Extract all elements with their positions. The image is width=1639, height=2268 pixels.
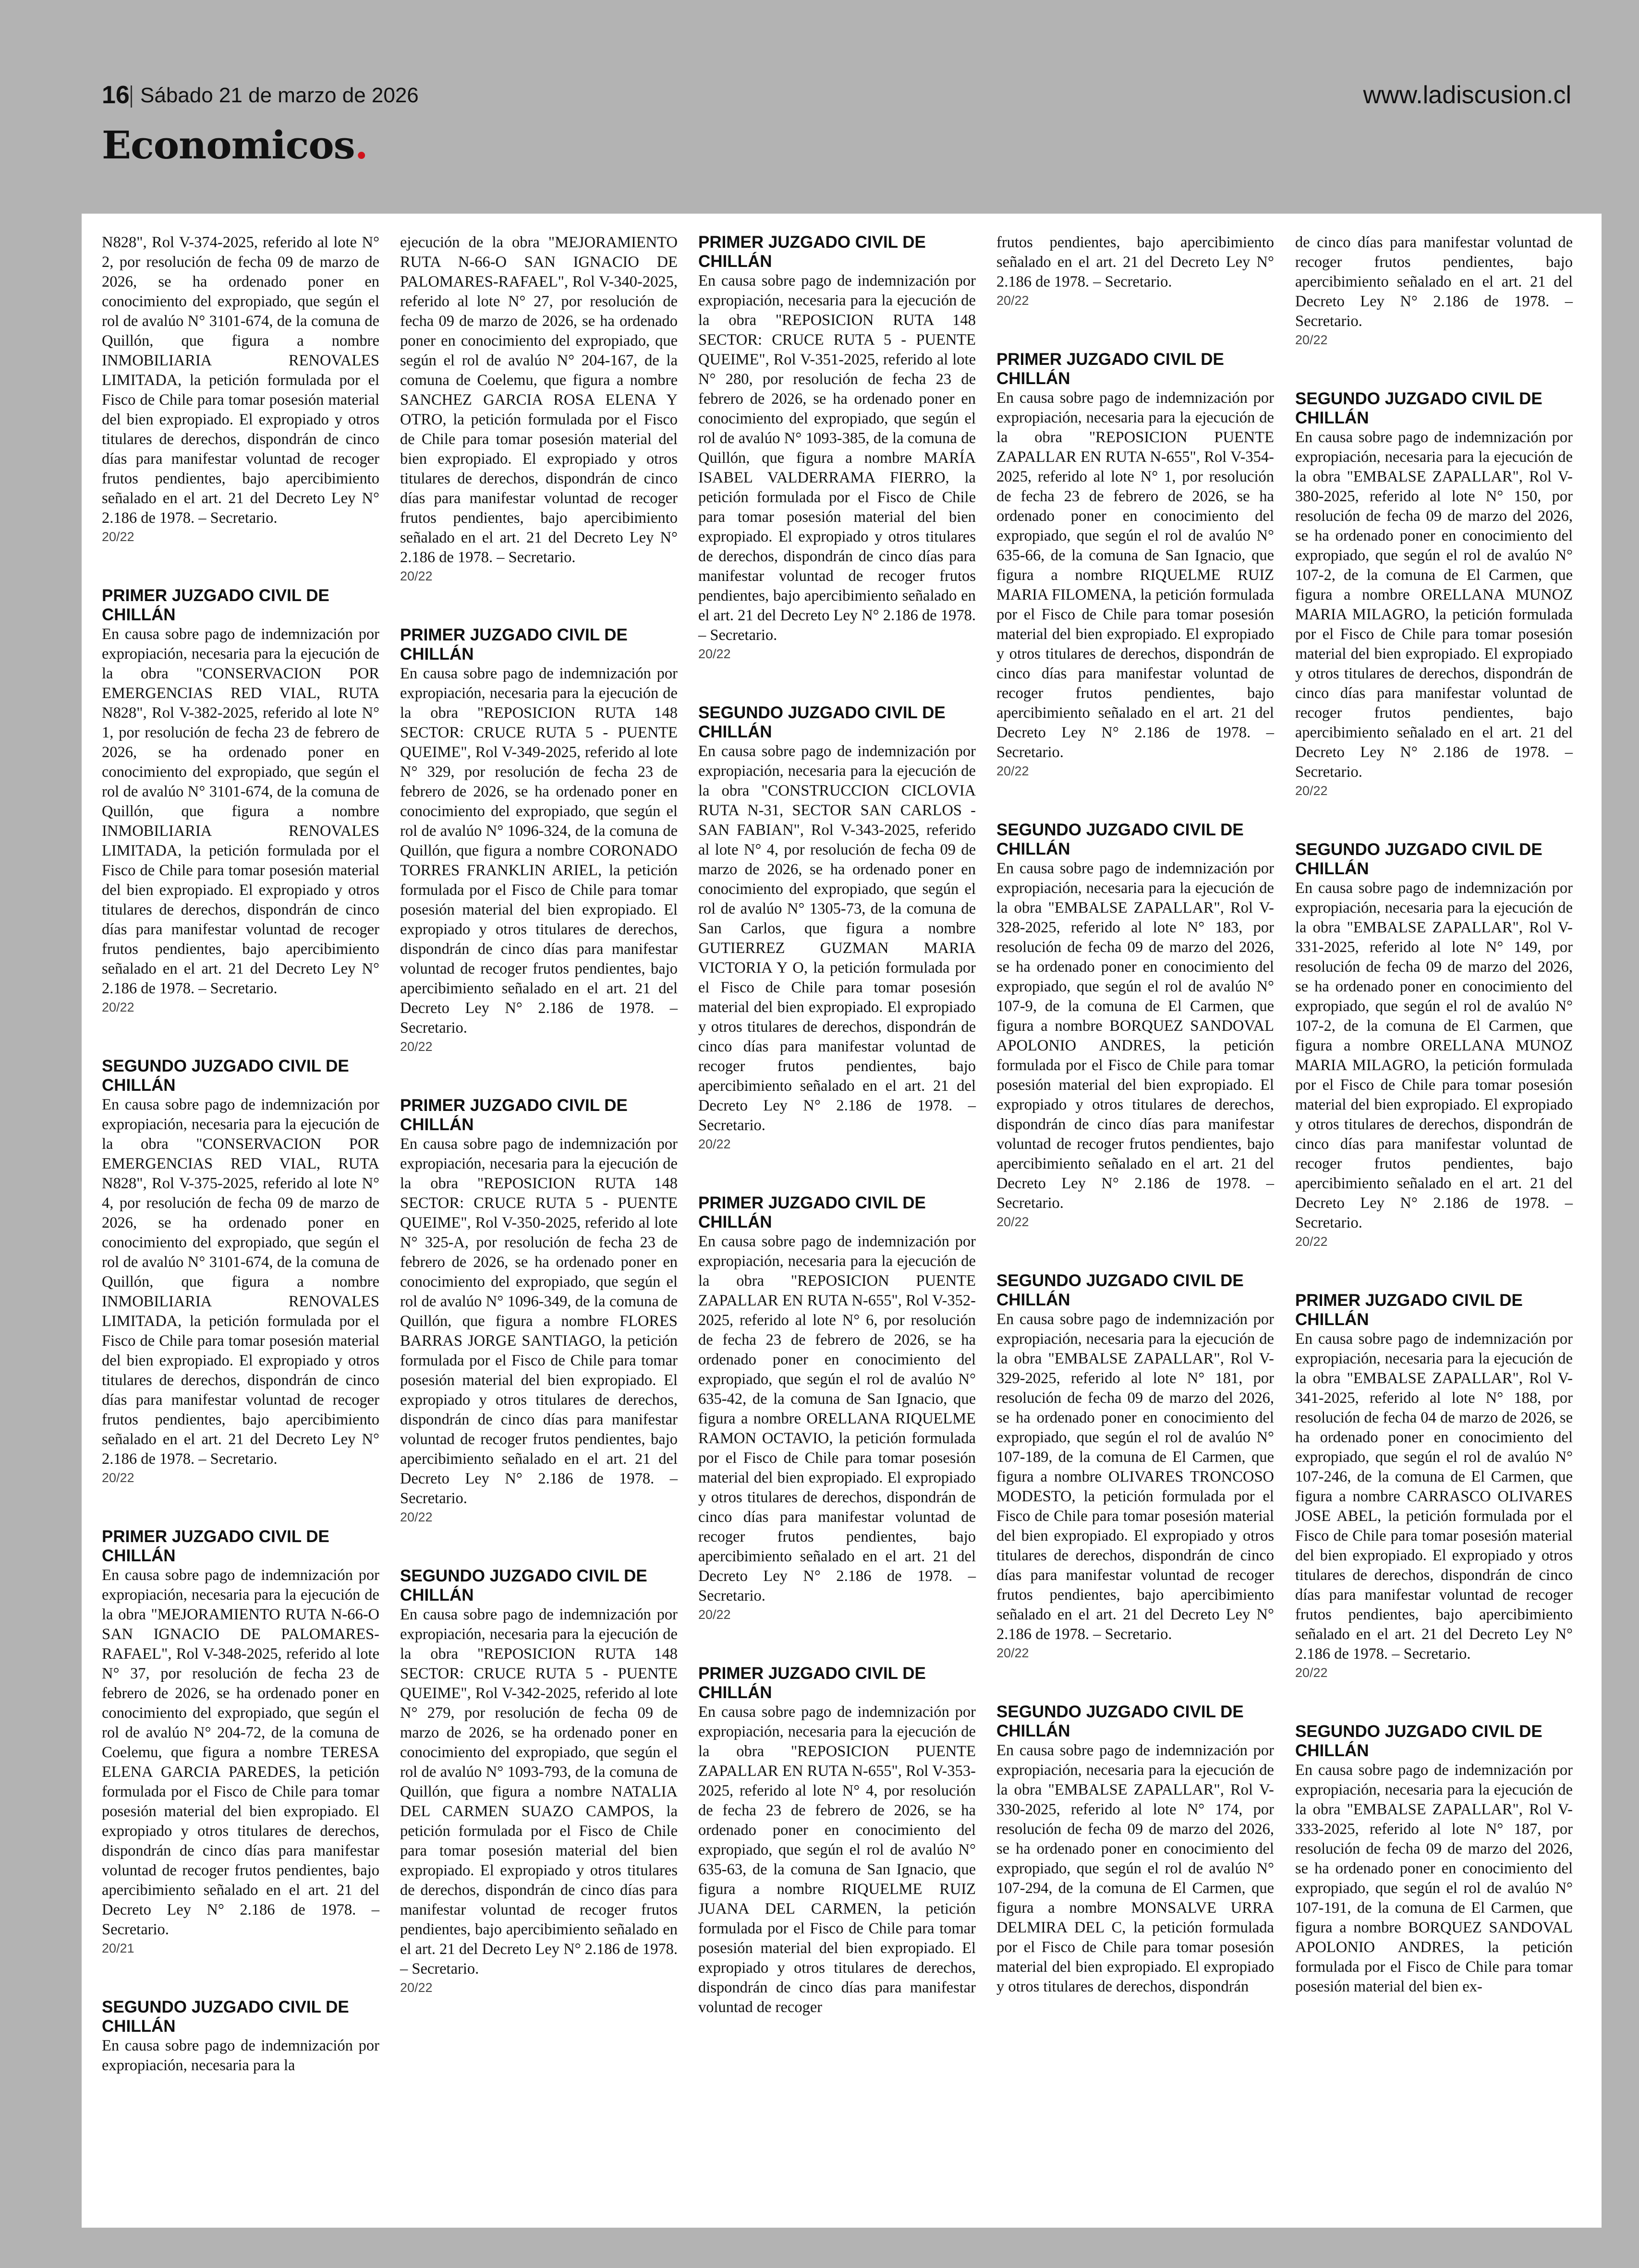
legal-notice (996, 1271, 1274, 1662)
notice-court: SEGUNDO JUZGADO CIVIL DE CHILLÁN (102, 1057, 349, 1095)
section-title-dot: . (354, 122, 368, 168)
notice-code: 20/22 (102, 530, 134, 544)
notice-code: 20/22 (400, 1039, 433, 1054)
notice-code: 20/22 (1295, 1234, 1328, 1249)
notice-court: PRIMER JUZGADO CIVIL DE CHILLÁN (102, 586, 329, 624)
column-4 (996, 233, 1274, 2038)
notice-body: En causa sobre pago de indemnización por expropiación, necesaria para la (102, 2037, 379, 2074)
notice-body: En causa sobre pago de indemnización por expropiación, necesaria para la ejecución de la obra "EMBALSE ZAPALLAR", Rol V-329-2025, referido al lote N° 181, por resolución de fecha 09 de marzo del 2026, se ha ordenado poner en conocimiento del expropiado, que según el rol de avalúo N° 107-189, de la comuna de El Carmen, que figura a nombre OLIVARES TRONCOSO MODESTO, la petición formulada por el Fisco de Chile para tomar posesión material del bien expropiado. El expropiado y otros titulares de derechos, dispondrán de cinco días para manifestar voluntad de recoger frutos pendientes, bajo apercibimiento señalado en el art. 21 del Decreto Ley N° 2.186 de 1978. – Secretario. (996, 1311, 1274, 1643)
notice-code: 20/21 (102, 1941, 134, 1955)
notice-body: de cinco días para manifestar voluntad de recoger frutos pendientes, bajo apercibimiento señalado en el art. 21 del Decreto Ley N° 2.186 de 1978. – Secretario. (1295, 234, 1573, 330)
column-3 (698, 233, 976, 2058)
notice-code: 20/22 (698, 1607, 731, 1622)
page-header (102, 77, 1571, 120)
notice-body: En causa sobre pago de indemnización por expropiación, necesaria para la ejecución de la obra "CONSTRUCCION CICLOVIA RUTA N-31, SECTOR SAN CARLOS - SAN FABIAN", Rol V-343-2025, referido al lote N° 4, por resolución de fecha 09 de marzo de 2026, se ha ordenado poner en conocimiento del expropiado, que según el rol de avalúo N° 1305-73, de la comuna de San Carlos, que figura a nombre GUTIERREZ GUZMAN MARIA VICTORIA Y O, la petición formulada por el Fisco de Chile para tomar posesión material del bien expropiado. El expropiado y otros titulares de derechos, dispondrán de cinco días para manifestar voluntad de recoger frutos pendientes, bajo apercibimiento señalado en el art. 21 del Decreto Ley N° 2.186 de 1978. – Secretario. (698, 743, 976, 1134)
notice-court: SEGUNDO JUZGADO CIVIL DE CHILLÁN (996, 820, 1244, 858)
notice-court: SEGUNDO JUZGADO CIVIL DE CHILLÁN (698, 703, 946, 741)
notice-body: En causa sobre pago de indemnización por expropiación, necesaria para la ejecución de la obra "EMBALSE ZAPALLAR", Rol V-331-2025, referido al lote N° 149, por resolución de fecha 09 de marzo del 2026, se ha ordenado poner en conocimiento del expropiado, que según el rol de avalúo N° 107-2, de la comuna de El Carmen, que figura a nombre ORELLANA MUNOZ MARIA MILAGRO, la petición formulada por el Fisco de Chile para tomar posesión material del bien expropiado. El expropiado y otros titulares de derechos, dispondrán de cinco días para manifestar voluntad de recoger frutos pendientes, bajo apercibimiento señalado en el art. 21 del Decreto Ley N° 2.186 de 1978. – Secretario. (1295, 880, 1573, 1231)
legal-notice (996, 350, 1274, 780)
notice-court: SEGUNDO JUZGADO CIVIL DE CHILLÁN (996, 1702, 1244, 1740)
notice-court: SEGUNDO JUZGADO CIVIL DE CHILLÁN (102, 1998, 349, 2036)
legal-notice (698, 233, 976, 663)
notice-code: 20/22 (996, 1646, 1029, 1660)
notice-body: En causa sobre pago de indemnización por expropiación, necesaria para la ejecución de la obra "REPOSICION PUENTE ZAPALLAR EN RUTA N-655", Rol V-353-2025, referido al lote N° 4, por resolución de fecha 23 de febrero de 2026, se ha ordenado poner en conocimiento del expropiado, que según el rol de avalúo N° 635-63, de la comuna de San Ignacio, que figura a nombre RIQUELME RUIZ JUANA DEL CARMEN, la petición formulada por el Fisco de Chile para tomar posesión material del bien expropiado. El expropiado y otros titulares de derechos, dispondrán de cinco días para manifestar voluntad de recoger (698, 1703, 976, 2016)
notice-court: PRIMER JUZGADO CIVIL DE CHILLÁN (698, 1194, 926, 1231)
legal-notice (698, 703, 976, 1153)
notice-body: En causa sobre pago de indemnización por expropiación, necesaria para la ejecución de la obra "EMBALSE ZAPALLAR", Rol V-330-2025, referido al lote N° 174, por resolución de fecha 09 de marzo del 2026, se ha ordenado poner en conocimiento del expropiado, que según el rol de avalúo N° 107-294, de la comuna de El Carmen, que figura a nombre MONSALVE URRA DELMIRA DEL C, la petición formulada por el Fisco de Chile para tomar posesión material del bien expropiado. El expropiado y otros titulares de derechos, dispondrán (996, 1742, 1274, 1995)
legal-notice (400, 1096, 678, 1526)
notice-court: PRIMER JUZGADO CIVIL DE CHILLÁN (1295, 1291, 1523, 1329)
notice-body: En causa sobre pago de indemnización por expropiación, necesaria para la ejecución de la obra "CONSERVACION POR EMERGENCIAS RED VIAL, RUTA N828", Rol V-382-2025, referido al lote N° 1, por resolución de fecha 23 de febrero de 2026, se ha ordenado poner en conocimiento del expropiado, que según el rol de avalúo N° 3101-674, de la comuna de Quillón, que figura a nombre INMOBILIARIA RENOVALES LIMITADA, la petición formulada por el Fisco de Chile para tomar posesión material del bien expropiado. El expropiado y otros titulares de derechos, dispondrán de cinco días para manifestar voluntad de recoger frutos pendientes, bajo apercibimiento señalado en el art. 21 del Decreto Ley N° 2.186 de 1978. – Secretario. (102, 626, 379, 997)
notice-code: 20/22 (996, 1215, 1029, 1229)
notice-body: ejecución de la obra "MEJORAMIENTO RUTA N-66-O SAN IGNACIO DE PALOMARES-RAFAEL", Rol V-340-2025, referido al lote N° 27, por resolución de fecha 09 de marzo de 2026, se ha ordenado poner en conocimiento del expropiado, que según el rol de avalúo N° 204-167, de la comuna de Coelemu, que figura a nombre SANCHEZ GARCIA ROSA ELENA Y OTRO, la petición formulada por el Fisco de Chile para tomar posesión material del bien expropiado. El expropiado y otros titulares de derechos, dispondrán de cinco días para manifestar voluntad de recoger frutos pendientes, bajo apercibimiento señalado en el art. 21 del Decreto Ley N° 2.186 de 1978. – Secretario. (400, 234, 678, 566)
notice-code: 20/22 (102, 1000, 134, 1014)
legal-notice (698, 1664, 976, 2017)
classifieds-page (82, 214, 1602, 2228)
notice-body: En causa sobre pago de indemnización por expropiación, necesaria para la ejecución de la obra "EMBALSE ZAPALLAR", Rol V-380-2025, referido al lote N° 150, por resolución de fecha 09 de marzo del 2026, se ha ordenado poner en conocimiento del expropiado, que según el rol de avalúo N° 107-2, de la comuna de El Carmen, que figura a nombre ORELLANA MUNOZ MARIA MILAGRO, la petición formulada por el Fisco de Chile para tomar posesión material del bien expropiado. El expropiado y otros titulares de derechos, dispondrán de cinco días para manifestar voluntad de recoger frutos pendientes, bajo apercibimiento señalado en el art. 21 del Decreto Ley N° 2.186 de 1978. – Secretario. (1295, 429, 1573, 781)
notice-body: En causa sobre pago de indemnización por expropiación, necesaria para la ejecución de la obra "REPOSICION PUENTE ZAPALLAR EN RUTA N-655", Rol V-354-2025, referido al lote N° 1, por resolución de fecha 23 de febrero de 2026, se ha ordenado poner en conocimiento del expropiado, que según el rol de avalúo N° 635-66, de la comuna de San Ignacio, que figura a nombre RIQUELME RUIZ MARIA FILOMENA, la petición formulada por el Fisco de Chile para tomar posesión material del bien expropiado. El expropiado y otros titulares de derechos, dispondrán de cinco días para manifestar voluntad de recoger frutos pendientes, bajo apercibimiento señalado en el art. 21 del Decreto Ley N° 2.186 de 1978. – Secretario. (996, 389, 1274, 761)
legal-notice (1295, 389, 1573, 799)
legal-notice (102, 233, 379, 545)
site-url[interactable]: www.ladiscusion.cl (1363, 81, 1571, 109)
notice-code: 20/22 (698, 647, 731, 661)
notice-code: 20/22 (1295, 784, 1328, 798)
notice-code: 20/22 (400, 569, 433, 583)
legal-notice (996, 1702, 1274, 1997)
legal-notice (996, 233, 1274, 309)
notice-body: N828", Rol V-374-2025, referido al lote N° 2, por resolución de fecha 09 de marzo de 2026, se ha ordenado poner en conocimiento del expropiado, que según el rol de avalúo N° 3101-674, de la comuna de Quillón, que figura a nombre INMOBILIARIA RENOVALES LIMITADA, la petición formulada por el Fisco de Chile para tomar posesión material del bien expropiado. El expropiado y otros titulares de derechos, dispondrán de cinco días para manifestar voluntad de recoger frutos pendientes, bajo apercibimiento señalado en el art. 21 del Decreto Ley N° 2.186 de 1978. – Secretario. (102, 234, 379, 527)
legal-notice (102, 586, 379, 1016)
section-title (102, 122, 368, 168)
notice-code: 20/22 (1295, 1665, 1328, 1680)
notice-body: En causa sobre pago de indemnización por expropiación, necesaria para la ejecución de la obra "REPOSICION RUTA 148 SECTOR: CRUCE RUTA 5 - PUENTE QUEIME", Rol V-351-2025, referido al lote N° 280, por resolución de fecha 23 de febrero de 2026, se ha ordenado poner en conocimiento del expropiado, que según el rol de avalúo N° 1093-385, de la comuna de Quillón, que figura a nombre MARÍA ISABEL VALDERRAMA FIERRO, la petición formulada por el Fisco de Chile para tomar posesión material del bien expropiado. El expropiado y otros titulares de derechos, dispondrán de cinco días para manifestar voluntad de recoger frutos pendientes, bajo apercibimiento señalado en el art. 21 del Decreto Ley N° 2.186 de 1978. – Secretario. (698, 272, 976, 644)
section-title-text: Economicos (102, 122, 355, 168)
legal-notice (1295, 1722, 1573, 1997)
notice-court: SEGUNDO JUZGADO CIVIL DE CHILLÁN (1295, 1722, 1542, 1760)
notice-body: En causa sobre pago de indemnización por expropiación, necesaria para la ejecución de la obra "EMBALSE ZAPALLAR", Rol V-328-2025, referido al lote N° 183, por resolución de fecha 09 de marzo del 2026, se ha ordenado poner en conocimiento del expropiado, que según el rol de avalúo N° 107-9, de la comuna de El Carmen, que figura a nombre BORQUEZ SANDOVAL APOLONIO ANDRES, la petición formulada por el Fisco de Chile para tomar posesión material del bien expropiado. El expropiado y otros titulares de derechos, dispondrán de cinco días para manifestar voluntad de recoger frutos pendientes, bajo apercibimiento señalado en el art. 21 del Decreto Ley N° 2.186 de 1978. – Secretario. (996, 860, 1274, 1212)
legal-notice (102, 1527, 379, 1957)
legal-notice (400, 1567, 678, 1996)
notice-code: 20/22 (1295, 333, 1328, 347)
column-5 (1295, 233, 1573, 2038)
notice-body: En causa sobre pago de indemnización por expropiación, necesaria para la ejecución de la obra "MEJORAMIENTO RUTA N-66-O SAN IGNACIO DE PALOMARES-RAFAEL", Rol V-348-2025, referido al lote N° 37, por resolución de fecha 23 de febrero de 2026, se ha ordenado poner en conocimiento del expropiado, que según el rol de avalúo N° 204-72, de la comuna de Coelemu, que figura a nombre TERESA ELENA GARCIA PAREDES, la petición formulada por el Fisco de Chile para tomar posesión material del bien expropiado. El expropiado y otros titulares de derechos, dispondrán de cinco días para manifestar voluntad de recoger frutos pendientes, bajo apercibimiento señalado en el art. 21 del Decreto Ley N° 2.186 de 1978. – Secretario. (102, 1567, 379, 1938)
notice-body: En causa sobre pago de indemnización por expropiación, necesaria para la ejecución de la obra "REPOSICION PUENTE ZAPALLAR EN RUTA N-655", Rol V-352-2025, referido al lote N° 6, por resolución de fecha 23 de febrero de 2026, se ha ordenado poner en conocimiento del expropiado, que según el rol de avalúo N° 635-42, de la comuna de San Ignacio, que figura a nombre ORELLANA RIQUELME RAMON OCTAVIO, la petición formulada por el Fisco de Chile para tomar posesión material del bien expropiado. El expropiado y otros titulares de derechos, dispondrán de cinco días para manifestar voluntad de recoger frutos pendientes, bajo apercibimiento señalado en el art. 21 del Decreto Ley N° 2.186 de 1978. – Secretario. (698, 1233, 976, 1604)
legal-notice (400, 626, 678, 1055)
legal-notice (400, 233, 678, 585)
notice-court: PRIMER JUZGADO CIVIL DE CHILLÁN (698, 233, 926, 271)
notice-court: SEGUNDO JUZGADO CIVIL DE CHILLÁN (1295, 840, 1542, 878)
issue-date: Sábado 21 de marzo de 2026 (140, 84, 419, 107)
legal-notice (102, 1057, 379, 1486)
legal-notice (1295, 1291, 1573, 1681)
notice-court: PRIMER JUZGADO CIVIL DE CHILLÁN (996, 350, 1224, 388)
notice-body: En causa sobre pago de indemnización por expropiación, necesaria para la ejecución de la obra "EMBALSE ZAPALLAR", Rol V-341-2025, referido al lote N° 188, por resolución de fecha 04 de marzo de 2026, se ha ordenado poner en conocimiento del expropiado, que según el rol de avalúo N° 107-246, de la comuna de El Carmen, que figura a nombre CARRASCO OLIVARES JOSE ABEL, la petición formulada por el Fisco de Chile para tomar posesión material del bien expropiado. El expropiado y otros titulares de derechos, dispondrán de cinco días para manifestar voluntad de recoger frutos pendientes, bajo apercibimiento señalado en el art. 21 del Decreto Ley N° 2.186 de 1978. – Secretario. (1295, 1330, 1573, 1663)
notice-court: SEGUNDO JUZGADO CIVIL DE CHILLÁN (996, 1271, 1244, 1309)
notice-body: En causa sobre pago de indemnización por expropiación, necesaria para la ejecución de la obra "CONSERVACION POR EMERGENCIAS RED VIAL, RUTA N828", Rol V-375-2025, referido al lote N° 4, por resolución de fecha 09 de marzo de 2026, se ha ordenado poner en conocimiento del expropiado, que según el rol de avalúo N° 3101-674, de la comuna de Quillón, que figura a nombre INMOBILIARIA RENOVALES LIMITADA, la petición formulada por el Fisco de Chile para tomar posesión material del bien expropiado. El expropiado y otros titulares de derechos, dispondrán de cinco días para manifestar voluntad de recoger frutos pendientes, bajo apercibimiento señalado en el art. 21 del Decreto Ley N° 2.186 de 1978. – Secretario. (102, 1096, 379, 1468)
column-2 (400, 233, 678, 2037)
notice-body: En causa sobre pago de indemnización por expropiación, necesaria para la ejecución de la obra "REPOSICION RUTA 148 SECTOR: CRUCE RUTA 5 - PUENTE QUEIME", Rol V-350-2025, referido al lote N° 325-A, por resolución de fecha 23 de febrero de 2026, se ha ordenado poner en conocimiento del expropiado, que según el rol de avalúo N° 1096-349, de la comuna de Quillón, que figura a nombre FLORES BARRAS JORGE SANTIAGO, la petición formulada por el Fisco de Chile para tomar posesión material del bien expropiado. El expropiado y otros titulares de derechos, dispondrán de cinco días para manifestar voluntad de recoger frutos pendientes, bajo apercibimiento señalado en el art. 21 del Decreto Ley N° 2.186 de 1978. – Secretario. (400, 1135, 678, 1507)
notice-court: SEGUNDO JUZGADO CIVIL DE CHILLÁN (400, 1567, 647, 1604)
notice-body: En causa sobre pago de indemnización por expropiación, necesaria para la ejecución de la obra "REPOSICION RUTA 148 SECTOR: CRUCE RUTA 5 - PUENTE QUEIME", Rol V-349-2025, referido al lote N° 329, por resolución de fecha 23 de febrero de 2026, se ha ordenado poner en conocimiento del expropiado, que según el rol de avalúo N° 1096-324, de la comuna de Quillón, que figura a nombre CORONADO TORRES FRANKLIN ARIEL, la petición formulada por el Fisco de Chile para tomar posesión material del bien expropiado. El expropiado y otros titulares de derechos, dispondrán de cinco días para manifestar voluntad de recoger frutos pendientes, bajo apercibimiento señalado en el art. 21 del Decreto Ley N° 2.186 de 1978. – Secretario. (400, 665, 678, 1037)
notice-body: frutos pendientes, bajo apercibimiento señalado en el art. 21 del Decreto Ley N° 2.186 de 1978. – Secretario. (996, 234, 1274, 290)
legal-notice (698, 1194, 976, 1623)
legal-notice (996, 820, 1274, 1231)
notice-code: 20/22 (996, 764, 1029, 778)
notice-court: SEGUNDO JUZGADO CIVIL DE CHILLÁN (1295, 389, 1542, 427)
column-1 (102, 233, 379, 2116)
notice-court: PRIMER JUZGADO CIVIL DE CHILLÁN (400, 626, 628, 664)
notice-code: 20/22 (698, 1137, 731, 1151)
notice-code: 20/22 (996, 293, 1029, 308)
notice-court: PRIMER JUZGADO CIVIL DE CHILLÁN (102, 1527, 329, 1565)
notice-court: PRIMER JUZGADO CIVIL DE CHILLÁN (698, 1664, 926, 1702)
legal-notice (1295, 840, 1573, 1250)
notice-code: 20/22 (102, 1471, 134, 1485)
legal-notice (102, 1998, 379, 2075)
notice-body: En causa sobre pago de indemnización por expropiación, necesaria para la ejecución de la obra "EMBALSE ZAPALLAR", Rol V-333-2025, referido al lote N° 187, por resolución de fecha 09 de marzo del 2026, se ha ordenado poner en conocimiento del expropiado, que según el rol de avalúo N° 107-191, de la comuna de El Carmen, que figura a nombre BORQUEZ SANDOVAL APOLONIO ANDRES, la petición formulada por el Fisco de Chile para tomar posesión material del bien ex- (1295, 1761, 1573, 1995)
legal-notice (1295, 233, 1573, 349)
notice-code: 20/22 (400, 1980, 433, 1995)
page-number: 16 (102, 81, 130, 109)
notice-court: PRIMER JUZGADO CIVIL DE CHILLÁN (400, 1096, 628, 1134)
notice-body: En causa sobre pago de indemnización por expropiación, necesaria para la ejecución de la obra "REPOSICION RUTA 148 SECTOR: CRUCE RUTA 5 - PUENTE QUEIME", Rol V-342-2025, referido al lote N° 279, por resolución de fecha 09 de marzo de 2026, se ha ordenado poner en conocimiento del expropiado, que según el rol de avalúo N° 1093-793, de la comuna de Quillón, que figura a nombre NATALIA DEL CARMEN SUAZO CAMPOS, la petición formulada por el Fisco de Chile para tomar posesión material del bien expropiado. El expropiado y otros titulares de derechos, dispondrán de cinco días para manifestar voluntad de recoger frutos pendientes, bajo apercibimiento señalado en el art. 21 del Decreto Ley N° 2.186 de 1978. – Secretario. (400, 1606, 678, 1978)
notice-code: 20/22 (400, 1510, 433, 1524)
